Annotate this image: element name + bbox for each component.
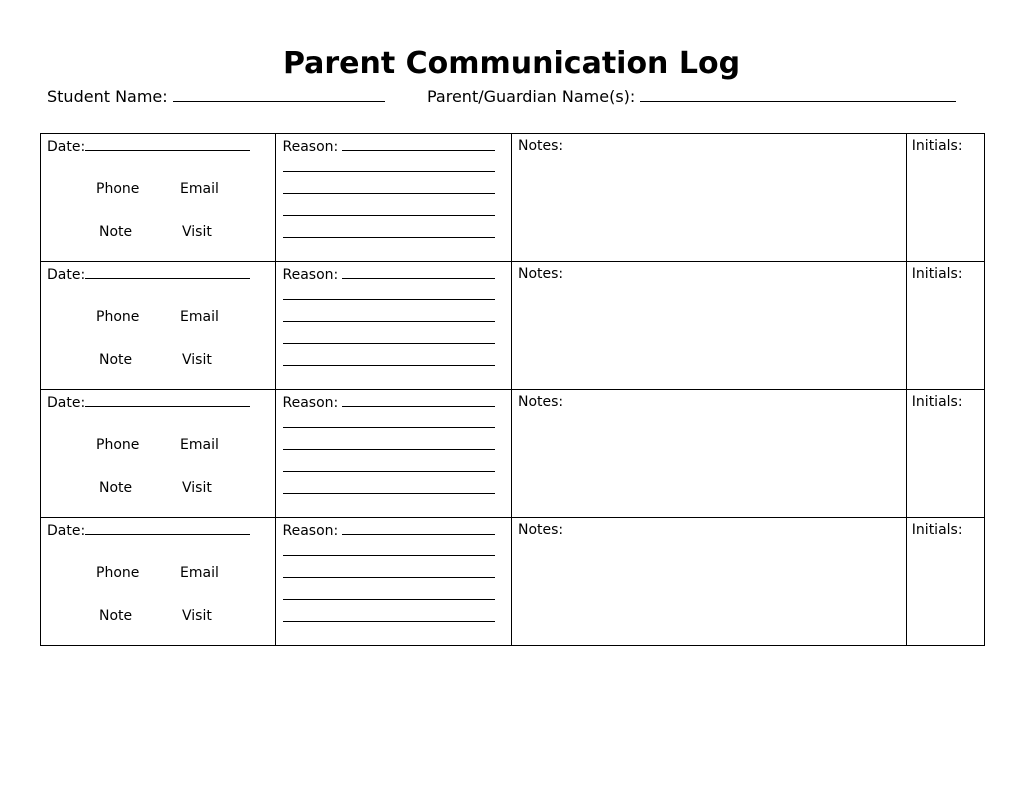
date-field — [47, 137, 250, 156]
date-cell[interactable] — [41, 518, 276, 646]
date-field — [47, 393, 250, 412]
initials-label: Initials: — [911, 522, 963, 538]
date-cell[interactable] — [41, 262, 276, 390]
reason-line[interactable] — [283, 621, 495, 622]
reason-line[interactable] — [283, 577, 495, 578]
reason-label: Reason: — [282, 267, 339, 283]
reason-line[interactable] — [283, 555, 495, 556]
log-entry-row — [41, 518, 985, 646]
parent-name-label: Parent/Guardian Name(s): — [427, 87, 636, 106]
method-email[interactable]: Email — [180, 309, 219, 325]
reason-cell[interactable] — [276, 134, 511, 262]
date-label: Date: — [47, 395, 86, 411]
notes-label: Notes: — [517, 266, 564, 282]
method-phone[interactable]: Phone — [96, 309, 140, 325]
method-email[interactable]: Email — [180, 565, 219, 581]
reason-line[interactable] — [283, 365, 495, 366]
date-blank-line[interactable] — [85, 137, 250, 151]
notes-label: Notes: — [517, 138, 564, 154]
reason-blank-line[interactable] — [342, 521, 495, 535]
initials-cell[interactable] — [906, 518, 984, 646]
reason-line[interactable] — [283, 343, 495, 344]
reason-cell[interactable] — [276, 518, 511, 646]
reason-blank-line[interactable] — [342, 265, 495, 279]
reason-line[interactable] — [283, 215, 495, 216]
reason-line[interactable] — [283, 171, 495, 172]
initials-cell[interactable] — [906, 262, 984, 390]
reason-line[interactable] — [283, 471, 495, 472]
reason-field — [282, 137, 495, 156]
method-phone[interactable]: Phone — [96, 181, 140, 197]
reason-line[interactable] — [283, 493, 495, 494]
initials-label: Initials: — [911, 266, 963, 282]
reason-field — [282, 393, 495, 412]
date-cell[interactable] — [41, 390, 276, 518]
method-visit[interactable]: Visit — [182, 480, 212, 496]
reason-line[interactable] — [283, 599, 495, 600]
method-note[interactable]: Note — [99, 608, 133, 624]
reason-line[interactable] — [283, 299, 495, 300]
reason-blank-line[interactable] — [342, 137, 495, 151]
method-phone[interactable]: Phone — [96, 437, 140, 453]
reason-line[interactable] — [283, 427, 495, 428]
student-name-label: Student Name: — [47, 87, 168, 106]
date-blank-line[interactable] — [85, 521, 250, 535]
method-visit[interactable]: Visit — [182, 608, 212, 624]
date-label: Date: — [47, 523, 86, 539]
date-blank-line[interactable] — [85, 265, 250, 279]
reason-label: Reason: — [282, 395, 339, 411]
reason-cell[interactable] — [276, 390, 511, 518]
method-phone[interactable]: Phone — [96, 565, 140, 581]
reason-label: Reason: — [282, 139, 339, 155]
method-note[interactable]: Note — [99, 480, 133, 496]
reason-field — [282, 521, 495, 540]
date-blank-line[interactable] — [85, 393, 250, 407]
initials-cell[interactable] — [906, 134, 984, 262]
notes-cell[interactable] — [511, 390, 906, 518]
initials-label: Initials: — [911, 394, 963, 410]
initials-label: Initials: — [911, 138, 963, 154]
method-visit[interactable]: Visit — [182, 224, 212, 240]
log-body — [41, 134, 985, 646]
reason-label: Reason: — [282, 523, 339, 539]
student-name-row — [47, 86, 385, 107]
method-note[interactable]: Note — [99, 224, 133, 240]
date-label: Date: — [47, 139, 86, 155]
notes-cell[interactable] — [511, 134, 906, 262]
reason-cell[interactable] — [276, 262, 511, 390]
reason-blank-line[interactable] — [342, 393, 495, 407]
reason-line[interactable] — [283, 237, 495, 238]
parent-name-row — [427, 86, 956, 107]
parent-name-field[interactable] — [640, 86, 956, 102]
page-title: Parent Communication Log — [282, 46, 741, 81]
method-email[interactable]: Email — [180, 437, 219, 453]
reason-line[interactable] — [283, 193, 495, 194]
notes-cell[interactable] — [511, 518, 906, 646]
date-field — [47, 521, 250, 540]
date-label: Date: — [47, 267, 86, 283]
log-entry-row — [41, 134, 985, 262]
log-entry-row — [41, 390, 985, 518]
method-note[interactable]: Note — [99, 352, 133, 368]
reason-field — [282, 265, 495, 284]
log-entry-row — [41, 262, 985, 390]
date-cell[interactable] — [41, 134, 276, 262]
notes-cell[interactable] — [511, 262, 906, 390]
method-visit[interactable]: Visit — [182, 352, 212, 368]
reason-line[interactable] — [283, 321, 495, 322]
student-name-field[interactable] — [173, 86, 385, 102]
date-field — [47, 265, 250, 284]
initials-cell[interactable] — [906, 390, 984, 518]
notes-label: Notes: — [517, 522, 564, 538]
method-email[interactable]: Email — [180, 181, 219, 197]
notes-label: Notes: — [517, 394, 564, 410]
reason-line[interactable] — [283, 449, 495, 450]
communication-log-table — [40, 133, 985, 646]
